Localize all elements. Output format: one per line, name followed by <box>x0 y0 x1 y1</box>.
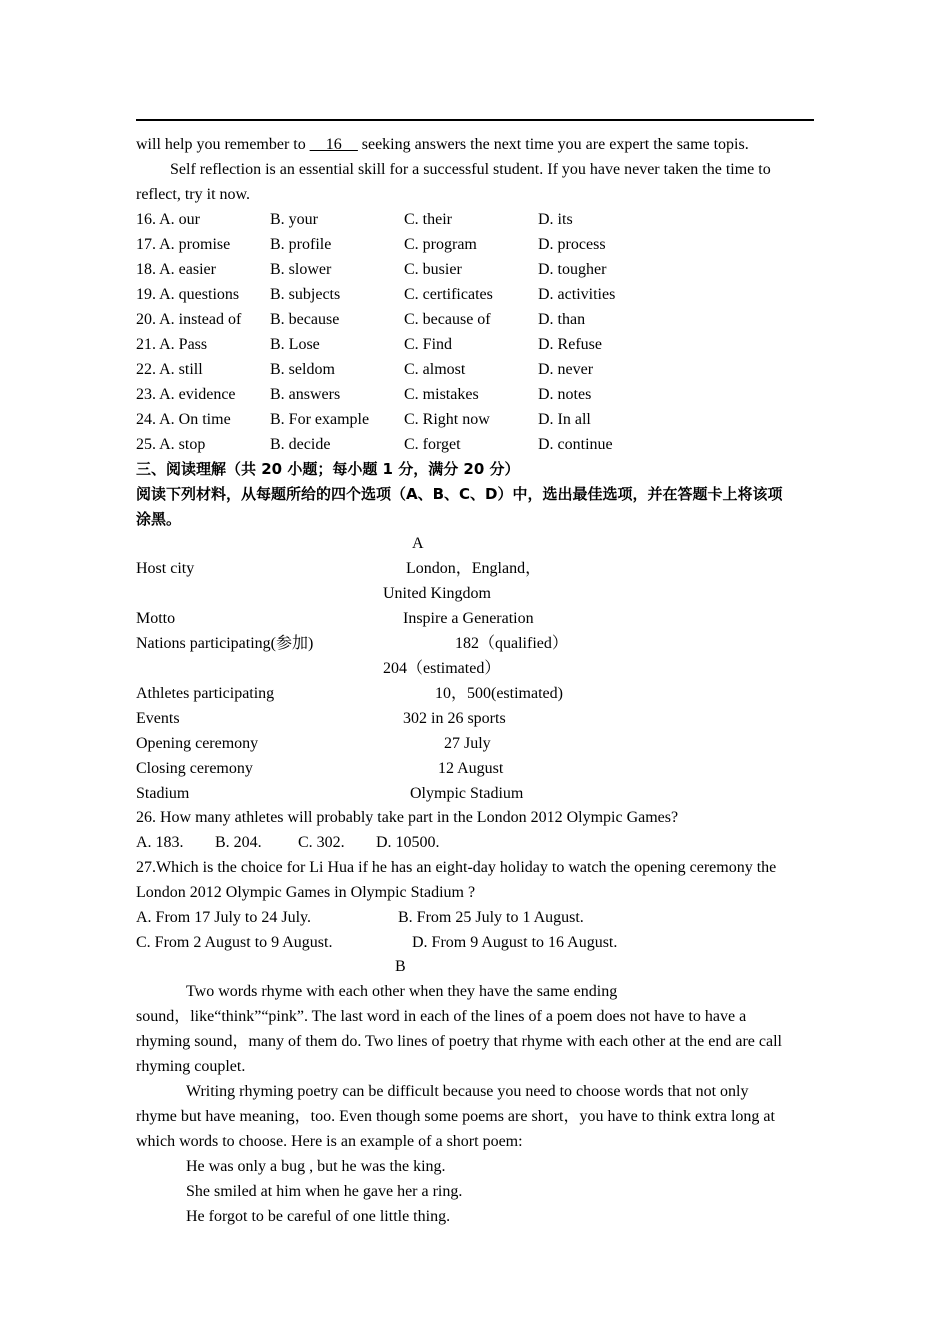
header-rule <box>136 119 814 121</box>
cloze-option-d: D. activities <box>538 286 616 303</box>
cloze-option-c: C. their <box>404 211 452 228</box>
cloze-option-a: 23. A. evidence <box>136 386 236 403</box>
q27-option-a: A. From 17 July to 24 July. <box>136 909 311 926</box>
cloze-option-c: C. because of <box>404 311 491 328</box>
info-key: Motto <box>136 610 176 627</box>
question-27-cont: London 2012 Olympic Games in Olympic Stadium ? <box>136 884 476 901</box>
cloze-option-a: 21. A. Pass <box>136 336 208 353</box>
cloze-option-c: C. mistakes <box>404 386 479 403</box>
passage-b-paragraph: rhyming sound，many of them do. Two lines of poetry that rhyme with each other at the end are call <box>136 1033 782 1050</box>
cloze-option-b: B. seldom <box>270 361 335 378</box>
info-value: 302 in 26 sports <box>403 710 506 727</box>
cloze-option-a: 16. A. our <box>136 211 200 228</box>
q27-option-c: C. From 2 August to 9 August. <box>136 934 333 951</box>
passage-label-a: A <box>412 535 424 552</box>
poem-line: She smiled at him when he gave her a ring. <box>186 1183 463 1200</box>
info-value: Olympic Stadium <box>410 785 524 802</box>
poem-line: He forgot to be careful of one little thing. <box>186 1208 451 1225</box>
cloze-option-b: B. slower <box>270 261 332 278</box>
cloze-option-b: B. decide <box>270 436 331 453</box>
passage-b-paragraph: rhyming couplet. <box>136 1058 246 1075</box>
cloze-option-c: C. almost <box>404 361 466 378</box>
cloze-option-c: C. busier <box>404 261 462 278</box>
text-span: will help you remember to <box>136 136 310 153</box>
passage-b-paragraph: Writing rhyming poetry can be difficult because you need to choose words that not only <box>186 1083 749 1100</box>
cloze-option-b: B. your <box>270 211 318 228</box>
cloze-option-b: B. profile <box>270 236 332 253</box>
cloze-option-a: 20. A. instead of <box>136 311 242 328</box>
q26-option-c: C. 302. <box>298 834 345 851</box>
cloze-option-d: D. notes <box>538 386 592 403</box>
info-key: Nations participating(参加) <box>136 635 314 652</box>
q27-option-d: D. From 9 August to 16 August. <box>412 934 618 951</box>
cloze-option-d: D. Refuse <box>538 336 602 353</box>
cloze-option-c: C. Find <box>404 336 453 353</box>
cloze-option-a: 19. A. questions <box>136 286 240 303</box>
cloze-text-line <box>136 135 749 155</box>
cloze-option-b: B. subjects <box>270 286 341 303</box>
info-value: 12 August <box>438 760 504 777</box>
cloze-option-a: 18. A. easier <box>136 261 216 278</box>
passage-b-paragraph: Two words rhyme with each other when they have the same ending <box>186 983 618 1000</box>
section-instruction: 涂黑。 <box>136 510 182 528</box>
question-26: 26. How many athletes will probably take part in the London 2012 Olympic Games? <box>136 809 679 826</box>
cloze-option-b: B. answers <box>270 386 341 403</box>
info-value: 182（qualified） <box>455 635 568 652</box>
q26-option-b: B. 204. <box>215 834 262 851</box>
passage-b-paragraph: sound，like“think”“pink”. The last word in each of the lines of a poem does not have to have a <box>136 1008 747 1025</box>
cloze-option-d: D. continue <box>538 436 613 453</box>
info-value: London，England， <box>406 560 542 577</box>
cloze-option-d: D. never <box>538 361 594 378</box>
passage-b-paragraph: rhyme but have meaning，too. Even though some poems are short，you have to think extra long at <box>136 1108 775 1125</box>
cloze-option-d: D. its <box>538 211 573 228</box>
poem-line: He was only a bug , but he was the king. <box>186 1158 446 1175</box>
cloze-option-a: 22. A. still <box>136 361 203 378</box>
info-value: United Kingdom <box>383 585 491 602</box>
cloze-option-c: C. certificates <box>404 286 493 303</box>
blank-16: __16__ <box>309 136 358 153</box>
cloze-option-d: D. In all <box>538 411 591 428</box>
info-value: 27 July <box>444 735 491 752</box>
info-key: Stadium <box>136 785 190 802</box>
question-27: 27.Which is the choice for Li Hua if he has an eight-day holiday to watch the opening ceremony the <box>136 859 777 876</box>
info-value: 204（estimated） <box>383 660 501 677</box>
info-value: Inspire a Generation <box>403 610 534 627</box>
text-span: seeking answers the next time you are expert the same topis. <box>357 136 749 153</box>
info-key: Events <box>136 710 180 727</box>
section-heading: 三、阅读理解（共 20 小题；每小题 1 分，满分 20 分） <box>136 460 520 478</box>
cloze-option-b: B. For example <box>270 411 370 428</box>
reflection-paragraph-line: reflect, try it now. <box>136 186 251 203</box>
q27-option-b: B. From 25 July to 1 August. <box>398 909 584 926</box>
cloze-option-c: C. program <box>404 236 477 253</box>
q26-option-d: D. 10500. <box>376 834 440 851</box>
info-value: 10，500(estimated) <box>435 685 563 702</box>
info-key: Athletes participating <box>136 685 275 702</box>
cloze-option-b: B. because <box>270 311 340 328</box>
cloze-option-b: B. Lose <box>270 336 320 353</box>
cloze-option-a: 24. A. On time <box>136 411 231 428</box>
cloze-option-d: D. than <box>538 311 586 328</box>
q26-option-a: A. 183. <box>136 834 184 851</box>
cloze-option-d: D. tougher <box>538 261 607 278</box>
reflection-paragraph-line: Self reflection is an essential skill for a successful student. If you have never taken the time to <box>170 161 771 178</box>
section-instruction: 阅读下列材料，从每题所给的四个选项（A、B、C、D）中，选出最佳选项，并在答题卡上将该项 <box>136 485 783 503</box>
info-key: Host city <box>136 560 195 577</box>
cloze-option-a: 17. A. promise <box>136 236 231 253</box>
info-key: Opening ceremony <box>136 735 259 752</box>
passage-b-paragraph: which words to choose. Here is an example of a short poem: <box>136 1133 523 1150</box>
info-key: Closing ceremony <box>136 760 253 777</box>
cloze-option-c: C. forget <box>404 436 461 453</box>
cloze-option-c: C. Right now <box>404 411 490 428</box>
cloze-option-a: 25. A. stop <box>136 436 206 453</box>
passage-label-b: B <box>395 958 406 975</box>
cloze-option-d: D. process <box>538 236 606 253</box>
